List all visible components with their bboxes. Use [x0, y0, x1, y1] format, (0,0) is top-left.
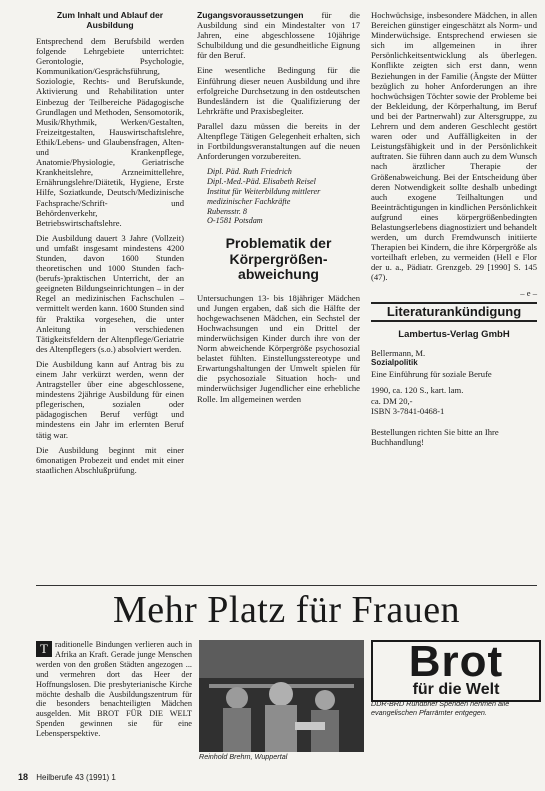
heading-ausbildung: Zum Inhalt und Ablauf der Ausbildung — [56, 10, 164, 30]
zugang-tail: für die Ausbildung sind ein Mindestalter von 17 Jahren, — [197, 10, 360, 41]
book-listing — [371, 348, 537, 448]
photo-credit: Reinhold Brehm, Wuppertal — [199, 752, 288, 761]
address-line: Dipl.-Med.-Päd. Elisabeth Reisel — [207, 177, 316, 187]
heading-zugang: Zugangsvoraussetzungen — [197, 10, 304, 20]
author-address — [207, 167, 360, 226]
column-middle — [197, 10, 360, 409]
brot-logo-main: Brot — [408, 637, 504, 686]
brot-caption: DDR-BRD Rundbrief Spenden nehmen alle evangelischen Pfarrämter entgegen. — [371, 699, 510, 717]
column-left — [36, 10, 184, 480]
issue-info: Heilberufe 43 (1991) 1 — [36, 773, 116, 782]
zugang-rest: eine abgeschlossene 10jährige Schulbildung und die gesundheitliche Eignung für den Beruf. — [197, 30, 360, 61]
heading-koerpergroesse: Problematik der Körpergrößen-abweichung — [225, 235, 332, 283]
page-footer — [18, 772, 318, 782]
publisher-name: Lambertus-Verlag GmbH — [398, 328, 510, 340]
ad-divider — [36, 585, 537, 586]
literature-heading: Literaturankündigung — [371, 302, 537, 322]
paragraph: Untersuchungen 13- bis 18jähriger Mädchen und Jungen ergaben, daß sich die Hälfte der hochgewachsenen Mädchen, ein Sechstel der Hochwachsungen und ein Drittel der minderwüchsigen Kinder durch ihre von der Norm abweichende Körpergröße psychosozial belastet fühlten. Einstellungsstereotype und Erwartungshaltungen der Umwelt spielen für die psychosoziale Situation hoch- und minderwüchsiger Jugendlicher eine erhebliche Rolle. Im allgemeinen werden — [197, 292, 360, 404]
book-subtitle: Eine Einführung für soziale Berufe — [371, 368, 492, 379]
address-line: Rubensstr. 8 — [207, 206, 248, 216]
paragraph: Entsprechend dem Berufsbild werden folgende Lehrgebiete unterrichtet: Gerontologie, Psychologie, Kommunikation/Gesprächsführung, Soziologie, Rechts- und Berufskunde, Aktivierung und Rehabilitation unter Einbezug der Teilbereiche Pädagogische Grundlagen und Methoden, Sensomotorik, Musik/Rhythmik, Werken/Gestalten, Freizeitgestalten, Hauswirtschaftslehre, Ethik/Lebens- und Glaubensfragen, Alten- und Krankenpflege, Anatomie/Physiologie, Geriatrische Krankheitslehre, Arzneimittellehre, Ernährungslehre/Diätetik, Hygiene, Erste Hilfe, Soziatkunde, Deutsch/Medizinische Fachsprache/Schrift- und Behördenverkehr, Betriebswirtschaftslehre. — [36, 36, 184, 228]
brot-logo-sub: für die Welt — [412, 681, 500, 698]
brot-logo — [371, 637, 541, 702]
page-number: 18 — [18, 772, 29, 782]
photo-illustration — [199, 640, 364, 752]
paragraph: Die Ausbildung dauert 3 Jahre (Vollzeit) und umfaßt insgesamt mindestens 4200 Stunden, davon 1600 Stunden theoretischen und 1000 Stunden fach-(berufs-)praktischen Unterricht, der an geeigneten Bildungseinrichtungen – in der Regel an medizinischen Fachschulen – vermittelt werden kann. 1600 Stunden sind für Praktika vorgesehen, die unter Anleitung in verschiedenen Tätigkeitsfeldern der Altenpflege/Geriatrie des Altenpflegers (s.o.) absolviert werden. — [36, 232, 184, 354]
book-author: Bellermann, M. — [371, 347, 426, 358]
paragraph: Hochwüchsige, insbesondere Mädchen, in allen Bereichen günstiger eingeschätzt als Norm- und Minderwüchsige. Entsprechend erwiesen sie sich im allgemeinen in ihrer Persönlichkeitsentwicklung als überlegen. Konflikte zeigten sich erst dann, wenn Beziehungen in der Familie (Ängste der Mütter bezüglich zu hoher Anforderungen an ihre hochwüchsigen Töchter sowie der Probleme bei der Bekleidung, der Körperhaltung, im Beruf und bei der Partnerwahl) zur Altersgruppe, zu Lehrern und dem anderen Geschlecht gestört waren oder und Auffälligkeiten in der Leistungsfähigkeit und in der Persönlichkeit auftraten. Sie führen dann auch zu dem Wunsch nach ärztlicher Therapie der Größenabweichung. Bei der Entscheidung über deren Notwendigkeit sollte deshalb unbedingt auch exogene Teilhaltungen und Beeinträchtigungen in kindlichen Persönlichkeit aufgrund eines körpergrößenbedingten Belastungserlebens diagnostiziert und behandelt werden, um durch Fremdwunsch initiierte Therapien bei Kindern, die ihre Körpergröße als vorteilhaft erleben, zu vermeiden (Hell e Flor der u. a., Pädiatr. Grenzgeb. 29 [1990] S. 145 (47). — [371, 10, 537, 283]
book-meta: ISBN 3-7841-0468-1 — [371, 406, 445, 417]
address-line: O-1581 Potsdam — [207, 216, 263, 226]
paragraph: Die Ausbildung beginnt mit einer 6monatigen Probezeit und endet mit einer staatlichen Abschlußprüfung. — [36, 444, 184, 475]
end-mark: – e – — [520, 287, 537, 298]
ad-body — [36, 640, 192, 739]
ad-body-text: raditionelle Bindungen verlieren auch in Afrika an Kraft. Gerade junge Menschen werden von den großen Städten angezogen ... und vermehren dort das Heer der Hoffnungslosen. Die presbyterianische Kirche möchte deshalb die Ausbildungszentrum für die besonders benachteiligten Mädchen ausgelden. Mit BROT FÜR DIE WELT Spenden gewinnen sie für eine Lebensperspektive. — [36, 640, 192, 739]
ad-headline: Mehr Platz für Frauen — [112, 589, 461, 631]
drop-cap: T — [36, 641, 52, 657]
book-meta: 1990, ca. 120 S., kart. lam. — [371, 385, 464, 396]
column-right — [371, 10, 537, 448]
address-line: Institut für Weiterbildung mittlerer medizinischer Fachkräfte — [207, 186, 321, 206]
paragraph: Die Ausbildung kann auf Antrag bis zu einem Jahr verkürzt werden, wenn der Antragsteller über eine abgeschlossene, mindestens 2jährige Ausbildung für einen pflegerischen, sozialen oder pädagogischen Beruf verfügt und mindestens ein Jahr im erlernten Beruf tätig war. — [36, 358, 184, 440]
paragraph: Parallel dazu müssen die bereits in der Altenpflege Tätigen Gelegenheit erhalten, sich in Fortbildungsveranstaltungen auf die neuen Anforderungen vorzubereiten. — [197, 120, 360, 162]
paragraph: Eine wesentliche Bedingung für die Einführung dieser neuen Ausbildung und ihre erfolgreiche Durchsetzung in den ostdeutschen Bundesländern ist die Qualifizierung der Lehrkräfte und Praxisbegleiter. — [197, 65, 360, 116]
ad-photo — [199, 640, 364, 752]
book-meta: ca. DM 20,- — [371, 395, 413, 406]
order-note: Bestellungen richten Sie bitte an Ihre Buchhandlung! — [371, 426, 499, 448]
address-line: Dipl. Päd. Ruth Friedrich — [207, 167, 292, 177]
book-title: Sozialpolitik — [371, 358, 418, 368]
zugang-intro — [197, 10, 360, 60]
